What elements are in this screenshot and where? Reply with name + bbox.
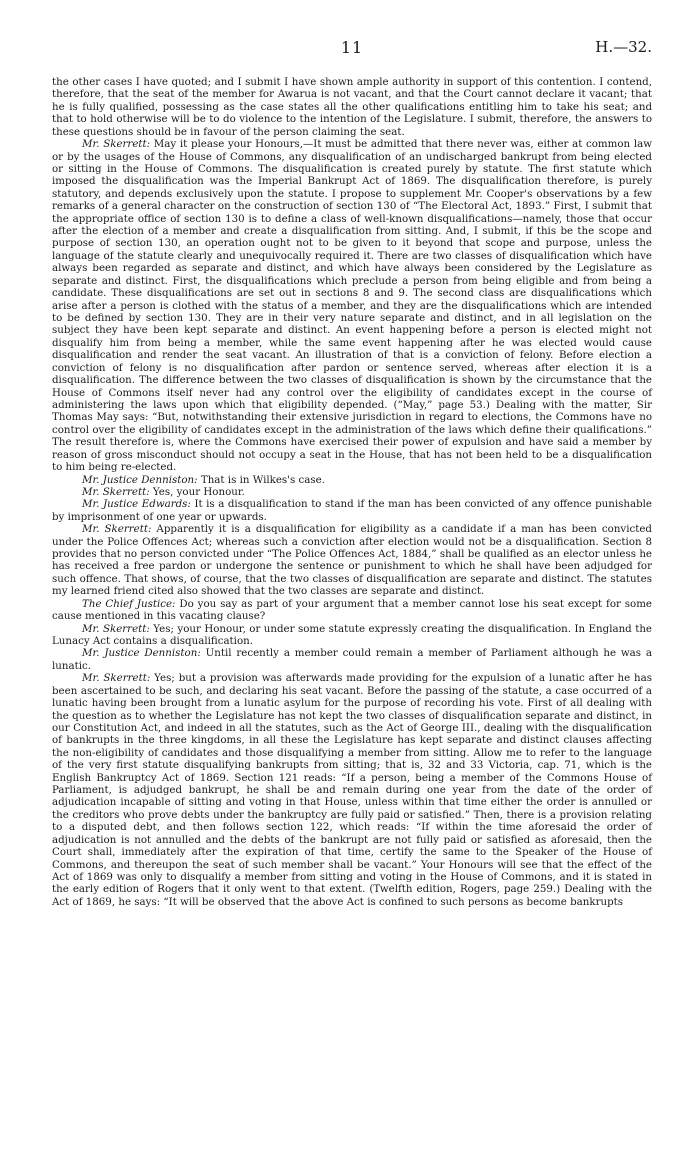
paragraph: [52, 474, 652, 486]
paragraph-text: It is a disqualification to stand if the man has been convicted of any offence punishable by imprisonment of one year or upwards.: [52, 498, 652, 523]
paragraph-text: May it please your Honours,—It must be admitted that there never was, either at common law or by the usages of the House of Commons, any disqualification of an undischarged bankrupt from being elected or sitting in the House of Commons. The disqualification is created purely by statute. The first statute which imposed the disqualification was the Imperial Bankrupt Act of 1869. The disqualification therefore, is purely statutory, and depends exclusively upon the statute. I propose to supplement Mr. Cooper's observations by a few remarks of a general character on the construction of section 130 of “The Electoral Act, 1893.” First, I submit that the appropriate office of section 130 is to define a class of well-known disqualifications—namely, those that occur after the election of a member and create a disqualification from sitting. And, I submit, if this be the scope and purpose of section 130, an operation ought not to be given to it beyond that scope and purpose, unless the language of the statute clearly and unequivocally required it. There are two classes of disqualification which have always been regarded as separate and distinct, and which have always been considered by the Legislature as separate and distinct. First, the disqualifications which preclude a person from being eligible and from being a candidate. These disqualifications are set out in sections 8 and 9. The second class are disqualifications which arise after a person is clothed with the status of a member, and they are the disqualifications which are intended to be defined by section 130. They are in their very nature separate and distinct, and in all legislation on the subject they have been kept separate and distinct. An event happening before a person is elected might not disqualify him from being a member, while the same event happening after he was elected would cause disqualification and render the seat vacant. An illustration of that is a conviction of felony. Before election a conviction of felony is no disqualification after pardon or sentence served, whereas after election it is a disqualification. The difference between the two classes of disqualification is shown by the circumstance that the House of Commons itself never had any control over the eligibility of candidates except in the course of administering the laws upon which that eligibility depended. (“May,” page 53.) Dealing with the matter, Sir Thomas May says: “But, notwithstanding their extensive jurisdiction in regard to elections, the Commons have no control over the eligibility of candidates except in the administration of the laws which define their qualifications.” The result therefore is, where the Commons have exercised their power of expulsion and have said a member by reason of gross misconduct should not occupy a seat in the House, that has not been held to be a disqualification to him being re-elected.: [52, 138, 652, 474]
paragraph: [52, 523, 652, 598]
paragraph-text: Until recently a member could remain a member of Parliament although he was a lunatic.: [52, 647, 653, 672]
speaker-name: Mr. Skerrett:: [82, 672, 151, 685]
speaker-name: Mr. Skerrett:: [82, 485, 150, 498]
paragraph-text: Yes, your Honour.: [152, 485, 245, 498]
paragraph: [52, 76, 652, 138]
speaker-name: Mr. Skerrett:: [82, 523, 152, 536]
paragraph-text: Yes; but a provision was afterwards made providing for the expulsion of a lunatic after he has been ascertained to be such, and declaring his seat vacant. Before the passing of the statute, a case occurred of a lunatic having been brought from a lunatic asylum for the purpose of recording his vote. First of all dealing with the question as to whether the Legislature has not kept the two classes of disqualification separate and distinct, in our Constitution Act, and indeed in all the statutes, such as the Act of George III., dealing with the disqualification of bankrupts in the three kingdoms, in all these the Legislature has kept separate and distinct clauses affecting the non-eligibility of candidates and those disqualifying a member from sitting. Allow me to refer to the language of the very first statute disqualifying bankrupts from sitting; that is, 32 and 33 Victoria, cap. 71, which is the English Bankruptcy Act of 1869. Section 121 reads: “If a person, being a member of the Commons House of Parliament, is adjudged bankrupt, he shall be and remain during one year from the date of the order of adjudication incapable of sitting and voting in that House, unless within that time either the order is annulled or the creditors who prove debts under the bankruptcy are fully paid or satisfied.” Then, there is a provision relating to a disputed debt, and then follows section 122, which reads: “If within the time aforesaid the order of adjudication is not annulled and the debts of the bankrupt are not fully paid or satisfied as aforesaid, then the Court shall, immediately after the expiration of that time, certify the same to the Speaker of the House of Commons, and thereupon the seat of such member shall be vacant.” Your Honours will see that the effect of the Act of 1869 was only to disqualify a member from sitting and voting in the House of Commons, and it is stated in the early edition of Rogers that it only went to that extent. (Twelfth edition, Rogers, page 259.) Dealing with the Act of 1869, he says: “It will be observed that the above Act is confined to such persons as become bankrupts: [52, 672, 652, 908]
paragraph: [52, 138, 652, 473]
page-header: [52, 38, 652, 62]
speaker-name: Mr. Justice Denniston:: [82, 647, 201, 660]
speaker-name: The Chief Justice:: [82, 597, 176, 610]
paragraph-text: Do you say as part of your argument that a member cannot lose his seat except for some cause mentioned in this vacating clause?: [52, 597, 652, 623]
document-reference: H.—32.: [595, 38, 652, 56]
page-number: 11: [340, 38, 364, 57]
paragraph-text: the other cases I have quoted; and I submit I have shown ample authority in support of this contention. I contend, therefore, that the seat of the member for Awarua is not vacant, and that the Court cannot declare it vacant; that he is fully qualified, possessing as the case states all the other qualifications entitling him to take his seat; and that to hold otherwise will be to do violence to the intention of the Legislature. I submit, therefore, the answers to these questions should be in favour of the person claiming the seat.: [52, 76, 652, 138]
paragraph-text: Apparently it is a disqualification for eligibility as a candidate if a man has been convicted under the Police Offences Act; whereas such a conviction after election would not be a disqualification. Section 8 provides that no person convicted under “The Police Offences Act, 1884,” shall be qualified as an elector unless he has received a free pardon or undergone the sentence or punishment to which he shall have been adjudged for such offence. That shows, of course, that the two classes of disqualification are separate and distinct. The statutes my learned friend cited also showed that the two classes are separate and distinct.: [52, 523, 652, 598]
paragraph: [52, 647, 652, 672]
speaker-name: Mr. Skerrett:: [82, 622, 150, 635]
paragraph: [52, 672, 652, 908]
speaker-name: Mr. Skerrett:: [82, 138, 151, 151]
paragraph-text: That is in Wilkes's case.: [200, 473, 325, 486]
paragraph: [52, 598, 652, 623]
speaker-name: Mr. Justice Denniston:: [82, 473, 198, 486]
paragraph: [52, 498, 652, 523]
paragraph: [52, 486, 652, 498]
paragraph: [52, 623, 652, 648]
speaker-name: Mr. Justice Edwards:: [82, 498, 191, 511]
paragraph-text: Yes; your Honour, or under some statute expressly creating the disqualification. In England the Lunacy Act contains a disqualification.: [52, 622, 652, 647]
document-body: [52, 76, 652, 908]
